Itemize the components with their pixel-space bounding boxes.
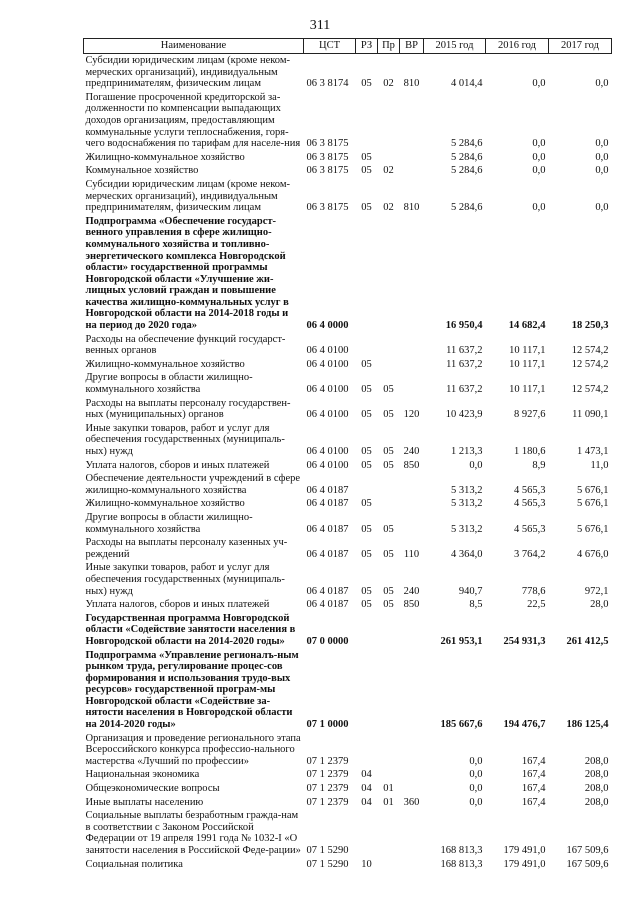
- table-row: [84, 497, 612, 511]
- row-2016: 4 565,3: [514, 523, 546, 535]
- row-vr: [400, 858, 424, 872]
- row-pr: 05: [383, 459, 394, 471]
- table-row: [84, 371, 612, 396]
- row-cst: 06 4 0187: [306, 599, 349, 611]
- row-2015: 5 284,6: [451, 151, 483, 163]
- row-vr: 810: [403, 202, 420, 214]
- row-rz: 10: [361, 858, 372, 870]
- table-row: [84, 358, 612, 372]
- row-cst: 06 3 8175: [306, 138, 349, 150]
- row-vr: 850: [403, 459, 420, 471]
- row-name: Коммунальное хозяйство: [85, 165, 199, 177]
- row-2017: 208,0: [584, 755, 609, 767]
- row-cst: 06 4 0100: [306, 345, 349, 357]
- row-2015: 11 637,2: [446, 345, 483, 357]
- row-name: Жилищно-коммунальное хозяйство: [85, 358, 245, 370]
- row-2016: 0,0: [532, 151, 546, 163]
- header-pr: Пр: [378, 39, 400, 54]
- row-2017: 208,0: [584, 796, 609, 808]
- row-2017: 28,0: [590, 599, 609, 611]
- row-vr: [400, 782, 424, 796]
- row-2016: 0,0: [532, 138, 546, 150]
- row-pr: 01: [383, 783, 394, 795]
- row-rz: 05: [361, 446, 372, 457]
- row-2017: 1 473,1: [577, 446, 609, 457]
- row-2015: 940,7: [458, 585, 483, 597]
- row-vr: 110: [403, 548, 420, 560]
- row-pr: 02: [383, 165, 394, 177]
- row-2015: 4 364,0: [451, 548, 483, 560]
- row-2017: 972,1: [584, 585, 609, 597]
- row-2016: 179 491,0: [503, 845, 546, 856]
- table-row: [84, 782, 612, 796]
- row-2017: 0,0: [595, 78, 609, 90]
- row-2016: 4 565,3: [514, 484, 546, 496]
- row-vr: [400, 164, 424, 178]
- row-pr: 01: [383, 796, 394, 808]
- table-row: [84, 511, 612, 536]
- row-name: Другие вопросы в области жилищно-коммунального хозяйства: [85, 372, 253, 396]
- row-pr: [378, 472, 400, 497]
- row-2015: 0,0: [469, 755, 483, 767]
- row-cst: 07 1 2379: [306, 783, 349, 795]
- table-row: [84, 333, 612, 358]
- row-2015: 168 813,3: [440, 845, 483, 856]
- row-name: Подпрограмма «Управление регионалъ-ным рынком труда, регулирование процес-сов формирования и использования трудо-вых ресурсов» государственной програм-мы Новгородской области «Содействие за-нятости населения в Новгородской области на 2014-2020 годы»: [85, 649, 299, 731]
- row-rz: 05: [361, 599, 372, 611]
- row-name: Организация и проведение регионального этапа Всероссийского конкурса профессио-нального мастерства «Лучший по профессии»: [85, 732, 301, 767]
- row-2017: 5 676,1: [577, 523, 609, 535]
- row-rz: 05: [361, 384, 372, 396]
- row-pr: [378, 333, 400, 358]
- row-pr: [378, 649, 400, 732]
- row-pr: [378, 809, 400, 857]
- row-cst: 06 3 8174: [306, 78, 349, 90]
- row-pr: [378, 215, 400, 333]
- row-cst: 06 4 0187: [306, 585, 349, 597]
- row-cst: 06 4 0187: [306, 498, 349, 510]
- row-vr: [400, 151, 424, 165]
- row-vr: 240: [403, 585, 420, 597]
- row-vr: [400, 649, 424, 732]
- row-2016: 254 931,3: [503, 635, 546, 647]
- row-2015: 11 637,2: [446, 358, 483, 370]
- table-row: [84, 215, 612, 333]
- row-2015: 261 953,1: [440, 635, 483, 647]
- row-cst: 07 1 2379: [306, 796, 349, 808]
- row-cst: 06 4 0000: [306, 320, 349, 332]
- row-2017: 208,0: [584, 783, 609, 795]
- row-rz: [356, 809, 378, 857]
- row-2016: 1 180,6: [514, 446, 546, 457]
- row-cst: 06 3 8175: [306, 151, 349, 163]
- row-cst: 07 0 0000: [306, 635, 349, 647]
- row-2015: 5 313,2: [451, 523, 483, 535]
- row-2017: 12 574,2: [571, 358, 609, 370]
- row-2017: 261 412,5: [566, 635, 609, 647]
- row-2016: 778,6: [521, 585, 546, 597]
- row-2017: 0,0: [595, 202, 609, 214]
- row-rz: 05: [361, 498, 372, 510]
- row-2015: 5 284,6: [451, 138, 483, 150]
- row-vr: 810: [403, 78, 420, 90]
- table-row: [84, 649, 612, 732]
- table-row: [84, 796, 612, 810]
- row-2017: 11 090,1: [572, 409, 609, 421]
- table-row: [84, 164, 612, 178]
- row-rz: 05: [361, 548, 372, 560]
- table-row: [84, 598, 612, 612]
- row-2015: 0,0: [469, 783, 483, 795]
- row-rz: [356, 91, 378, 151]
- row-rz: [356, 215, 378, 333]
- row-cst: 06 4 0100: [306, 459, 349, 471]
- row-vr: 120: [403, 409, 420, 421]
- row-2016: 194 476,7: [503, 719, 546, 731]
- row-2016: 10 117,1: [509, 345, 546, 357]
- row-cst: 07 1 5290: [306, 845, 349, 856]
- row-cst: 06 4 0100: [306, 409, 349, 421]
- row-2016: 179 491,0: [503, 858, 546, 870]
- row-vr: [400, 91, 424, 151]
- row-2016: 167,4: [521, 783, 546, 795]
- table-row: [84, 178, 612, 215]
- row-2017: 5 676,1: [577, 498, 609, 510]
- row-name: Социальные выплаты безработным гражда-нам в соответствии с Законом Российской Федерации от 19 апреля 1991 года № 1032-I «О занятости населения в Российской Феде-рации»: [85, 810, 301, 856]
- row-name: Подпрограмма «Обеспечение государст-венного управления в сфере жилищно-коммунального хозяйства и топливно-энергетического комплекса Новгородской области» государственной программы Новгородской области «Улучшение жи-лищных условий граждан и повышение качества жилищно-коммунальных услуг в Новгородской области на 2014-2018 годы и на период до 2020 года»: [85, 215, 289, 332]
- header-cst: ЦСТ: [304, 39, 356, 54]
- table-row: [84, 54, 612, 91]
- row-rz: [356, 472, 378, 497]
- row-name: Жилищно-коммунальное хозяйство: [85, 151, 245, 163]
- row-cst: 06 4 0100: [306, 446, 349, 457]
- row-vr: [400, 472, 424, 497]
- row-pr: 05: [383, 409, 394, 421]
- row-2015: 168 813,3: [440, 858, 483, 870]
- row-pr: 05: [383, 446, 394, 457]
- row-2015: 5 284,6: [451, 202, 483, 214]
- row-rz: 05: [361, 523, 372, 535]
- row-rz: [356, 649, 378, 732]
- row-name: Субсидии юридическим лицам (кроме неком-мерческих организаций), индивидуальным предпринимателям, физическим лицам: [85, 178, 290, 214]
- row-2017: 0,0: [595, 151, 609, 163]
- row-vr: 240: [403, 446, 420, 457]
- row-cst: 07 1 2379: [306, 755, 349, 767]
- row-rz: 05: [361, 202, 372, 214]
- row-pr: 05: [383, 599, 394, 611]
- table-row: [84, 732, 612, 769]
- header-2017: 2017 год: [549, 39, 612, 54]
- row-vr: [400, 768, 424, 782]
- row-rz: [356, 612, 378, 649]
- table-row: [84, 151, 612, 165]
- header-vr: ВР: [400, 39, 424, 54]
- row-name: Жилищно-коммунальное хозяйство: [85, 498, 245, 510]
- row-name: Другие вопросы в области жилищно-коммунального хозяйства: [85, 511, 253, 535]
- row-vr: 360: [403, 796, 420, 808]
- row-pr: 02: [383, 202, 394, 214]
- row-vr: [400, 511, 424, 536]
- row-2017: 4 676,0: [577, 548, 609, 560]
- row-name: Субсидии юридическим лицам (кроме неком-мерческих организаций), индивидуальным предпринимателям, физическим лицам: [85, 55, 290, 90]
- row-pr: [378, 612, 400, 649]
- row-2017: 186 125,4: [566, 719, 609, 731]
- row-cst: 06 3 8175: [306, 165, 349, 177]
- row-2015: 8,5: [469, 599, 483, 611]
- row-2017: 18 250,3: [571, 320, 609, 332]
- budget-table: [83, 38, 612, 871]
- row-2016: 10 117,1: [509, 384, 546, 396]
- table-row: [84, 397, 612, 422]
- row-pr: [378, 151, 400, 165]
- row-2017: 0,0: [595, 165, 609, 177]
- row-2017: 167 509,6: [566, 845, 609, 856]
- row-2016: 0,0: [532, 78, 546, 90]
- row-pr: [378, 768, 400, 782]
- row-2015: 10 423,9: [445, 409, 483, 421]
- row-2016: 8 927,6: [514, 409, 546, 421]
- row-2015: 0,0: [469, 769, 483, 781]
- row-cst: 07 1 2379: [306, 769, 349, 781]
- row-rz: 05: [361, 165, 372, 177]
- row-vr: [400, 358, 424, 372]
- row-pr: [378, 358, 400, 372]
- row-pr: 05: [383, 548, 394, 560]
- row-2017: 11,0: [590, 459, 609, 471]
- row-2016: 14 682,4: [508, 320, 546, 332]
- row-rz: 05: [361, 78, 372, 90]
- row-rz: [356, 333, 378, 358]
- row-rz: 05: [361, 151, 372, 163]
- header-name: Наименование: [84, 39, 304, 54]
- row-name: Национальная экономика: [85, 769, 200, 781]
- row-2016: 167,4: [521, 796, 546, 808]
- table-row: [84, 459, 612, 473]
- header-2016: 2016 год: [486, 39, 549, 54]
- row-2016: 0,0: [532, 165, 546, 177]
- row-pr: 05: [383, 523, 394, 535]
- row-name: Социальная политика: [85, 858, 183, 870]
- row-2017: 5 676,1: [577, 484, 609, 496]
- row-2016: 4 565,3: [514, 498, 546, 510]
- row-pr: 05: [383, 585, 394, 597]
- row-2016: 0,0: [532, 202, 546, 214]
- header-rz: РЗ: [356, 39, 378, 54]
- row-cst: 07 1 5290: [306, 858, 349, 870]
- row-vr: [400, 497, 424, 511]
- row-pr: [378, 858, 400, 872]
- table-row: [84, 612, 612, 649]
- table-row: [84, 561, 612, 598]
- row-name: Погашение просроченной кредиторской за-долженности по компенсации выпадающих доходов организациям, предоставляющим коммунальные услуги теплоснабжения, горя-чего водоснабжения по тарифам для населе-ния: [85, 91, 301, 150]
- row-vr: [400, 215, 424, 333]
- row-2017: 12 574,2: [571, 384, 609, 396]
- row-cst: 07 1 0000: [306, 719, 349, 731]
- row-pr: 02: [383, 78, 394, 90]
- table-row: [84, 809, 612, 857]
- row-pr: [378, 91, 400, 151]
- row-cst: 06 4 0100: [306, 358, 349, 370]
- row-name: Иные выплаты населению: [85, 796, 204, 808]
- row-2015: 4 014,4: [451, 78, 483, 90]
- table-row: [84, 91, 612, 151]
- row-cst: 06 3 8175: [306, 202, 349, 214]
- row-cst: 06 4 0187: [306, 548, 349, 560]
- row-2015: 5 313,2: [451, 498, 483, 510]
- row-2015: 11 637,2: [446, 384, 483, 396]
- row-rz: [356, 732, 378, 769]
- row-2016: 22,5: [527, 599, 546, 611]
- row-name: Государственная программа Новгородской области «Содействие занятости населения в Новгородской области на 2014-2020 годы»: [85, 612, 296, 647]
- row-rz: 04: [361, 769, 372, 781]
- row-2017: 0,0: [595, 138, 609, 150]
- row-2015: 16 950,4: [445, 320, 483, 332]
- row-pr: [378, 497, 400, 511]
- row-pr: 05: [383, 384, 394, 396]
- row-cst: 06 4 0187: [306, 484, 349, 496]
- row-rz: 05: [361, 358, 372, 370]
- row-rz: 05: [361, 409, 372, 421]
- row-name: Иные закупки товаров, работ и услуг для обеспечения государственных (муниципаль-ных) нужд: [85, 422, 285, 457]
- row-vr: [400, 371, 424, 396]
- row-pr: [378, 732, 400, 769]
- row-2015: 0,0: [469, 796, 483, 808]
- row-name: Расходы на выплаты персоналу государствен-ных (муниципальных) органов: [85, 397, 291, 421]
- row-name: Расходы на обеспечение функций государст-венных органов: [85, 333, 286, 357]
- table-row: [84, 472, 612, 497]
- row-vr: [400, 809, 424, 857]
- row-2015: 1 213,3: [451, 446, 483, 457]
- row-rz: 05: [361, 585, 372, 597]
- row-name: Уплата налогов, сборов и иных платежей: [85, 459, 270, 471]
- header-2015: 2015 год: [424, 39, 486, 54]
- row-2016: 8,9: [532, 459, 546, 471]
- page-number: 311: [309, 18, 331, 33]
- row-rz: 04: [361, 796, 372, 808]
- row-name: Общеэкономические вопросы: [85, 783, 220, 795]
- table-row: [84, 422, 612, 459]
- row-2015: 5 313,2: [451, 484, 483, 496]
- row-2015: 185 667,6: [440, 719, 483, 731]
- row-name: Расходы на выплаты персоналу казенных уч-реждений: [85, 537, 288, 560]
- row-2016: 167,4: [521, 755, 546, 767]
- row-vr: [400, 732, 424, 769]
- row-2017: 208,0: [584, 769, 609, 781]
- row-rz: 04: [361, 783, 372, 795]
- row-vr: [400, 333, 424, 358]
- row-vr: [400, 612, 424, 649]
- row-vr: 850: [403, 599, 420, 611]
- row-cst: 06 4 0100: [306, 384, 349, 396]
- table-row: [84, 768, 612, 782]
- row-2016: 167,4: [521, 769, 546, 781]
- row-2017: 167 509,6: [566, 858, 609, 870]
- row-2015: 5 284,6: [451, 165, 483, 177]
- row-2017: 12 574,2: [571, 345, 609, 357]
- table-row: [84, 536, 612, 561]
- row-name: Уплата налогов, сборов и иных платежей: [85, 599, 270, 611]
- table-header-row: [84, 39, 612, 54]
- row-cst: 06 4 0187: [306, 523, 349, 535]
- table-row: [84, 858, 612, 872]
- row-rz: 05: [361, 459, 372, 471]
- row-name: Обеспечение деятельности учреждений в сфере жилищно-коммунального хозяйства: [85, 473, 301, 496]
- row-2016: 10 117,1: [509, 358, 546, 370]
- row-2016: 3 764,2: [514, 548, 546, 560]
- row-2015: 0,0: [469, 459, 483, 471]
- row-name: Иные закупки товаров, работ и услуг для обеспечения государственных (муниципаль-ных) нужд: [85, 562, 285, 597]
